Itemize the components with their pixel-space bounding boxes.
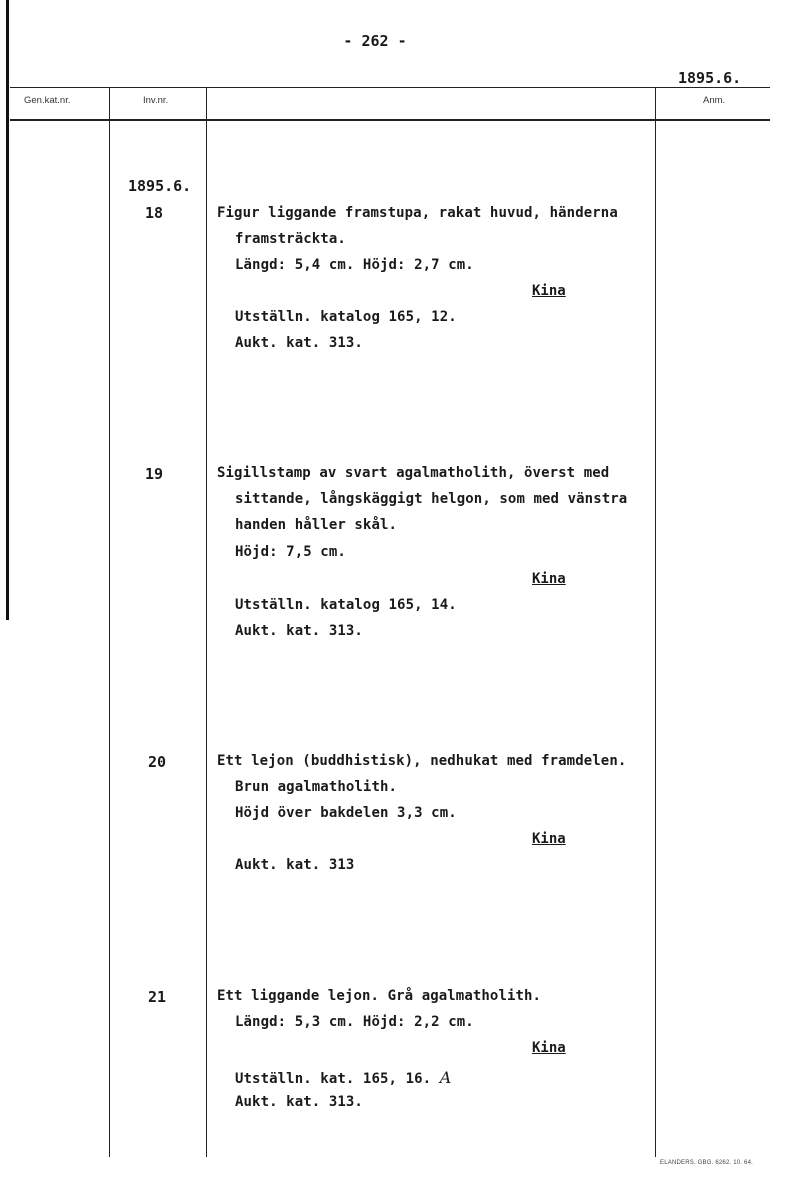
header-top-rule: [10, 87, 770, 88]
dimensions-line: Längd: 5,3 cm. Höjd: 2,2 cm.: [235, 1014, 474, 1030]
gen-kat-header: Gen.kat.nr.: [24, 95, 71, 106]
reference-line: Aukt. kat. 313.: [235, 1094, 363, 1110]
description-line: handen håller skål.: [235, 517, 398, 533]
page-number: - 262 -: [343, 32, 407, 50]
inv-nr-header: Inv.nr.: [143, 95, 169, 106]
anm-header: Anm.: [703, 95, 726, 106]
reference-line: Aukt. kat. 313.: [235, 335, 363, 351]
left-margin-bar: [6, 0, 9, 620]
dimensions-line: Höjd över bakdelen 3,3 cm.: [235, 805, 457, 821]
description-line: Ett liggande lejon. Grå agalmatholith.: [217, 988, 542, 1004]
reference-line: Utställn. katalog 165, 12.: [235, 309, 457, 325]
column-rule-gen: [109, 87, 110, 1157]
reference-line: Utställn. kat. 165, 16. A: [235, 1068, 452, 1087]
description-line: framsträckta.: [235, 231, 346, 247]
handwritten-mark: A: [439, 1068, 452, 1087]
description-line: Sigillstamp av svart agalmatholith, överst med: [217, 465, 610, 481]
origin-label: Kina: [532, 283, 566, 299]
origin-label: Kina: [532, 831, 566, 847]
reference-line: Aukt. kat. 313: [235, 857, 355, 873]
column-rule-inv: [206, 87, 207, 1157]
origin-label: Kina: [532, 571, 566, 587]
reference-line: Aukt. kat. 313.: [235, 623, 363, 639]
description-line: sittande, långskäggigt helgon, som med vänstra: [235, 491, 628, 507]
origin-label: Kina: [532, 1040, 566, 1056]
description-line: Ett lejon (buddhistisk), nedhukat med framdelen.: [217, 753, 627, 769]
dimensions-line: Höjd: 7,5 cm.: [235, 544, 346, 560]
header-bottom-rule: [10, 119, 770, 121]
column-rule-anm: [655, 87, 656, 1157]
inv-number: 18: [144, 204, 164, 222]
description-line: Brun agalmatholith.: [235, 779, 398, 795]
page-date: 1895.6.: [678, 69, 742, 87]
inv-number: 19: [144, 465, 164, 483]
inv-number: 21: [147, 988, 167, 1006]
entry-date: 1895.6.: [128, 177, 192, 195]
inv-number: 20: [147, 753, 167, 771]
reference-line: Utställn. katalog 165, 14.: [235, 597, 457, 613]
dimensions-line: Längd: 5,4 cm. Höjd: 2,7 cm.: [235, 257, 474, 273]
description-line: Figur liggande framstupa, rakat huvud, händerna: [217, 205, 618, 221]
printer-imprint: ELANDERS. GBG. 6262. 10. 64.: [660, 1160, 753, 1166]
